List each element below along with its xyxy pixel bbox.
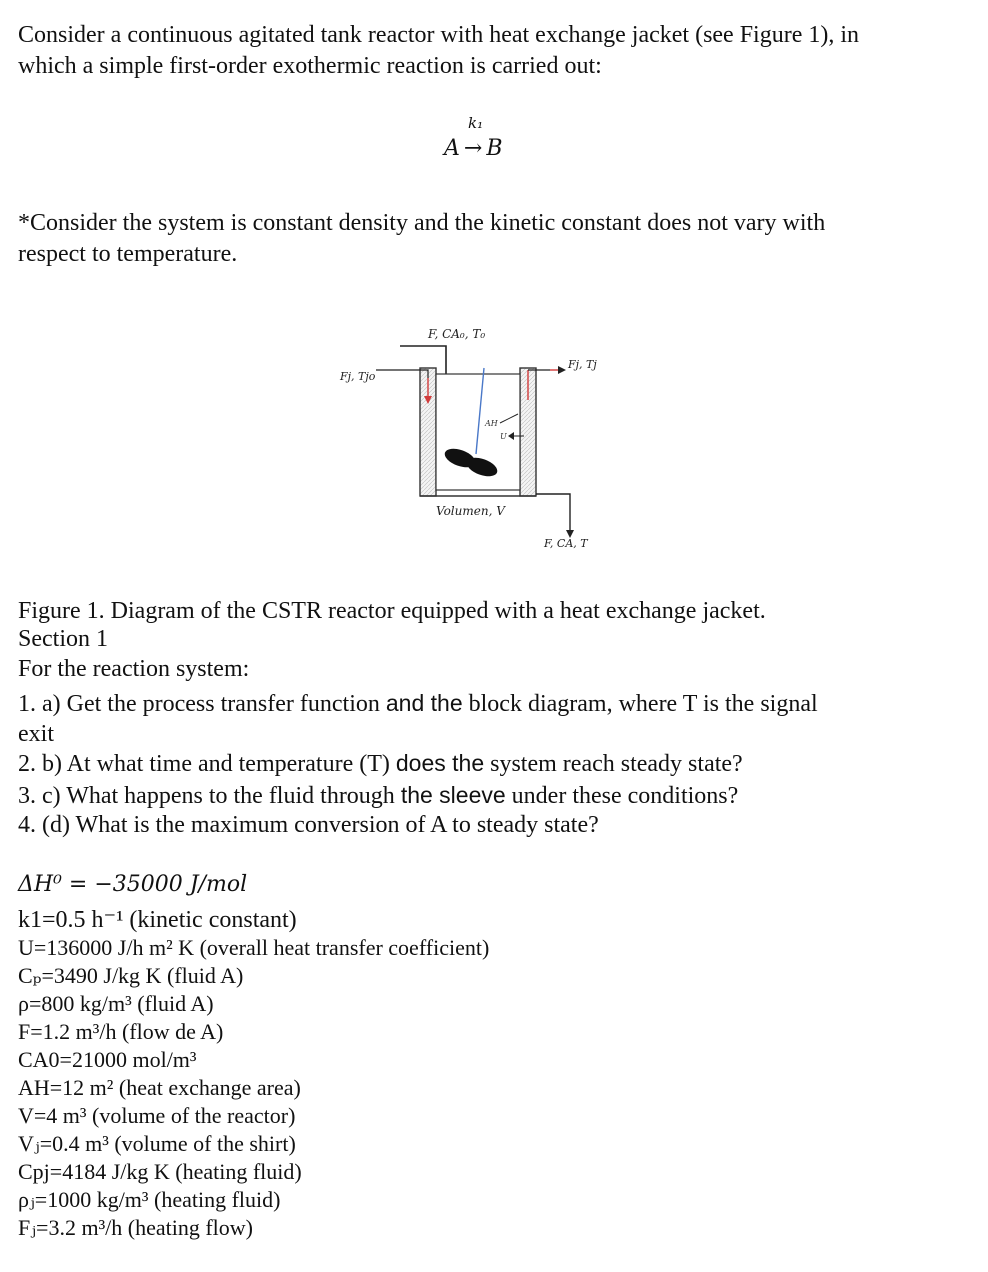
intro-line-2: which a simple first-order exothermic reaction is carried out: [18, 53, 602, 79]
feed-label: F, CA₀, T₀ [428, 327, 486, 341]
assumption-paragraph [18, 208, 825, 270]
param-rho: ρ=800 kg/m³ (fluid A) [18, 991, 214, 1016]
param-Fj: Fⱼ=3.2 m³/h (heating flow) [18, 1215, 254, 1240]
volume-label: Volumen, V [436, 504, 505, 518]
question-2-text-a: 2. b) At what time and temperature (T) [18, 751, 396, 777]
question-3-text-c: under these conditions? [505, 783, 739, 809]
question-1-text-d: exit [18, 721, 54, 747]
parameter-list [18, 906, 489, 1242]
question-1-text-c: block diagram, where T is the signal [462, 691, 818, 717]
outlet-label: F, CA, T [544, 537, 588, 550]
question-1 [18, 688, 818, 749]
param-CA0: CA0=21000 mol/m³ [18, 1047, 197, 1072]
figure-caption: Figure 1. Diagram of the CSTR reactor equipped with a heat exchange jacket. [18, 598, 766, 624]
question-3-text-b: the sleeve [400, 782, 506, 808]
question-2-text-c: system reach steady state? [484, 751, 743, 777]
question-2-text-b: does the [395, 750, 485, 776]
param-rhoj: ρⱼ=1000 kg/m³ (heating fluid) [18, 1187, 281, 1212]
outlet-pipe [536, 494, 570, 534]
reaction-equation [444, 114, 503, 161]
intro-line-1: Consider a continuous agitated tank reactor with heat exchange jacket (see Figure 1), in [18, 22, 860, 48]
jacket-in-label: Fj, Tjo [340, 370, 376, 383]
rate-constant: k₁ [468, 114, 484, 132]
question-3-text-a: 3. c) What happens to the fluid through [18, 783, 401, 809]
u-label: U [500, 432, 507, 441]
assumption-line-1: *Consider the system is constant density and the kinetic constant does not vary with [18, 210, 826, 236]
param-Vj: Vⱼ=0.4 m³ (volume of the shirt) [18, 1131, 296, 1156]
param-U: U=136000 J/h m² K (overall heat transfer coefficient) [18, 935, 490, 960]
param-V: V=4 m³ (volume of the reactor) [18, 1103, 296, 1128]
param-enthalpy: ΔH⁰ = −35000 J/mol [18, 872, 248, 897]
product: B [486, 136, 503, 161]
assumption-line-2: respect to temperature. [18, 241, 238, 267]
section-title: Section 1 [18, 626, 108, 652]
param-Cp: Cₚ=3490 J/kg K (fluid A) [18, 963, 244, 988]
question-1-text-b: and the [385, 690, 463, 716]
reactant: A [444, 136, 460, 161]
question-1-text-a: 1. a) Get the process transfer function [18, 691, 386, 717]
intro-paragraph [18, 20, 859, 82]
reaction-arrow: → [463, 136, 483, 161]
cstr-diagram [300, 318, 630, 558]
jacket-out-label: Fj, Tj [568, 358, 597, 371]
section-intro: For the reaction system: [18, 656, 250, 682]
param-k1: k1=0.5 h⁻¹ (kinetic constant) [18, 907, 297, 933]
param-AH: AH=12 m² (heat exchange area) [18, 1075, 301, 1100]
question-3 [18, 782, 738, 810]
question-4: 4. (d) What is the maximum conversion of A to steady state? [18, 812, 599, 838]
param-F: F=1.2 m³/h (flow de A) [18, 1019, 224, 1044]
jacket-outlet-arrowhead [558, 366, 566, 374]
area-label: AH [485, 419, 498, 428]
param-Cpj: Cpj=4184 J/kg K (heating fluid) [18, 1159, 302, 1184]
question-2 [18, 750, 743, 778]
